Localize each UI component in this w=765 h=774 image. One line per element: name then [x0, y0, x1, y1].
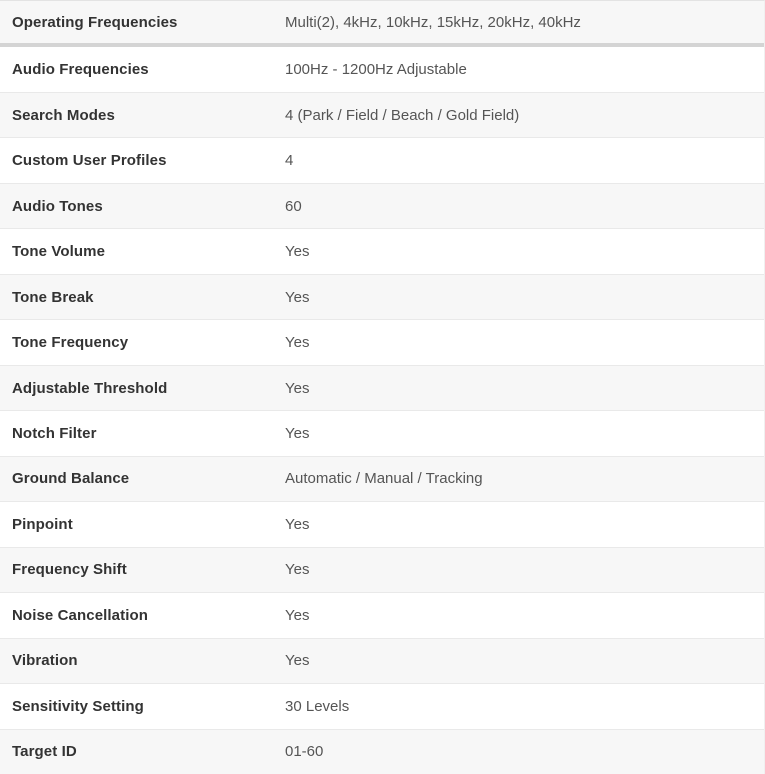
- spec-row-6: [0, 274, 764, 319]
- spec-label: Tone Volume: [12, 243, 106, 261]
- spec-label: Vibration: [12, 652, 78, 670]
- spec-row-5: [0, 228, 764, 273]
- spec-row-12: [0, 547, 764, 592]
- spec-value: 4 (Park / Field / Beach / Gold Field): [285, 106, 520, 124]
- spec-row-10: [0, 456, 764, 501]
- spec-label: Frequency Shift: [12, 561, 127, 579]
- spec-label: Audio Tones: [12, 197, 103, 215]
- spec-value: Yes: [285, 515, 310, 533]
- spec-value: Yes: [285, 606, 310, 624]
- spec-value: Yes: [285, 652, 310, 670]
- spec-row-4: [0, 183, 764, 228]
- spec-label: Noise Cancellation: [12, 606, 149, 624]
- spec-row-11: [0, 501, 764, 546]
- spec-label: Pinpoint: [12, 515, 73, 533]
- spec-row-15: [0, 683, 764, 728]
- spec-label: Adjustable Threshold: [12, 379, 168, 397]
- spec-label: Sensitivity Setting: [12, 697, 144, 715]
- spec-row-1: [0, 47, 764, 92]
- spec-value: Yes: [285, 425, 310, 443]
- spec-row-13: [0, 592, 764, 637]
- spec-row-3: [0, 137, 764, 182]
- spec-row-14: [0, 638, 764, 683]
- spec-value: 30 Levels: [285, 697, 350, 715]
- spec-row-2: [0, 92, 764, 137]
- spec-row-16: [0, 729, 764, 774]
- spec-value: Yes: [285, 243, 310, 261]
- spec-value: Multi(2), 4kHz, 10kHz, 15kHz, 20kHz, 40kHz: [285, 13, 581, 31]
- spec-row-7: [0, 319, 764, 364]
- spec-label: Tone Frequency: [12, 334, 129, 352]
- spec-value: 100Hz - 1200Hz Adjustable: [285, 61, 467, 78]
- spec-row-9: [0, 410, 764, 455]
- spec-row-0: [0, 1, 764, 47]
- spec-value: Yes: [285, 334, 310, 352]
- spec-value: Yes: [285, 561, 310, 579]
- spec-label: Ground Balance: [12, 470, 130, 488]
- spec-label: Notch Filter: [12, 425, 97, 443]
- spec-value: Yes: [285, 379, 310, 397]
- spec-label: Audio Frequencies: [12, 61, 149, 78]
- spec-row-8: [0, 365, 764, 410]
- spec-value: 4: [285, 152, 294, 170]
- spec-label: Custom User Profiles: [12, 152, 167, 170]
- spec-label: Tone Break: [12, 288, 94, 306]
- spec-value: Automatic / Manual / Tracking: [285, 470, 483, 488]
- spec-label: Target ID: [12, 743, 77, 761]
- spec-label: Search Modes: [12, 106, 115, 124]
- spec-value: 60: [285, 197, 302, 215]
- spec-value: Yes: [285, 288, 310, 306]
- spec-label: Operating Frequencies: [12, 13, 178, 31]
- spec-value: 01-60: [285, 743, 324, 761]
